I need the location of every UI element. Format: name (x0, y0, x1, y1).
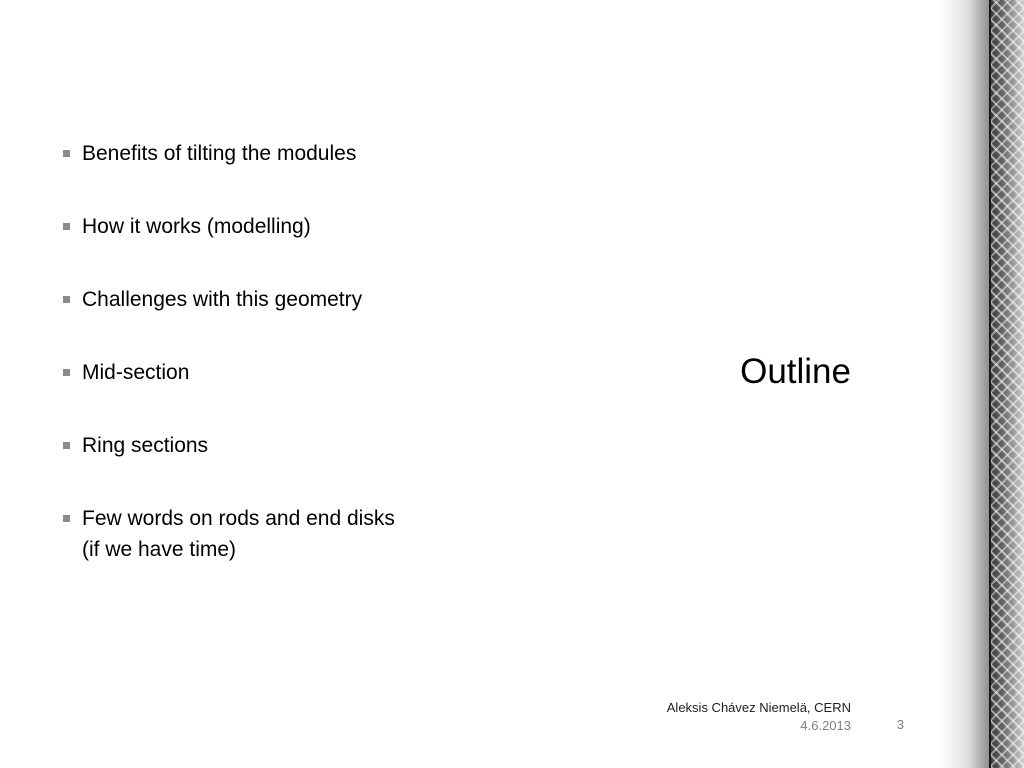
side-shadow (940, 0, 990, 768)
bullet-text: Benefits of tilting the modules (82, 142, 357, 165)
slide-number: 3 (896, 717, 904, 732)
footer-author: Aleksis Chávez Niemelä, CERN (666, 700, 851, 715)
square-bullet-icon (63, 223, 70, 230)
square-bullet-icon (63, 150, 70, 157)
bullet-text: How it works (modelling) (82, 215, 311, 238)
square-bullet-icon (63, 515, 70, 522)
bullet-item-challenges (62, 284, 662, 315)
square-bullet-icon (63, 296, 70, 303)
bullet-item-tilting (62, 138, 662, 169)
bullet-item-rods-end-disks (62, 503, 662, 565)
bullet-item-mid-section (62, 357, 662, 388)
square-bullet-icon (63, 369, 70, 376)
bullet-text: Few words on rods and end disks (if we have time) (82, 507, 395, 561)
bullet-text: Mid-section (82, 361, 190, 384)
outline-bullet-list (62, 138, 662, 607)
bullet-item-how-it-works (62, 211, 662, 242)
bullet-text: Ring sections (82, 434, 209, 457)
side-pattern-band (991, 0, 1024, 768)
bullet-item-ring-sections (62, 430, 662, 461)
bullet-text: Challenges with this geometry (82, 288, 363, 311)
footer-date: 4.6.2013 (800, 718, 851, 733)
square-bullet-icon (63, 442, 70, 449)
slide-title: Outline (740, 352, 851, 391)
